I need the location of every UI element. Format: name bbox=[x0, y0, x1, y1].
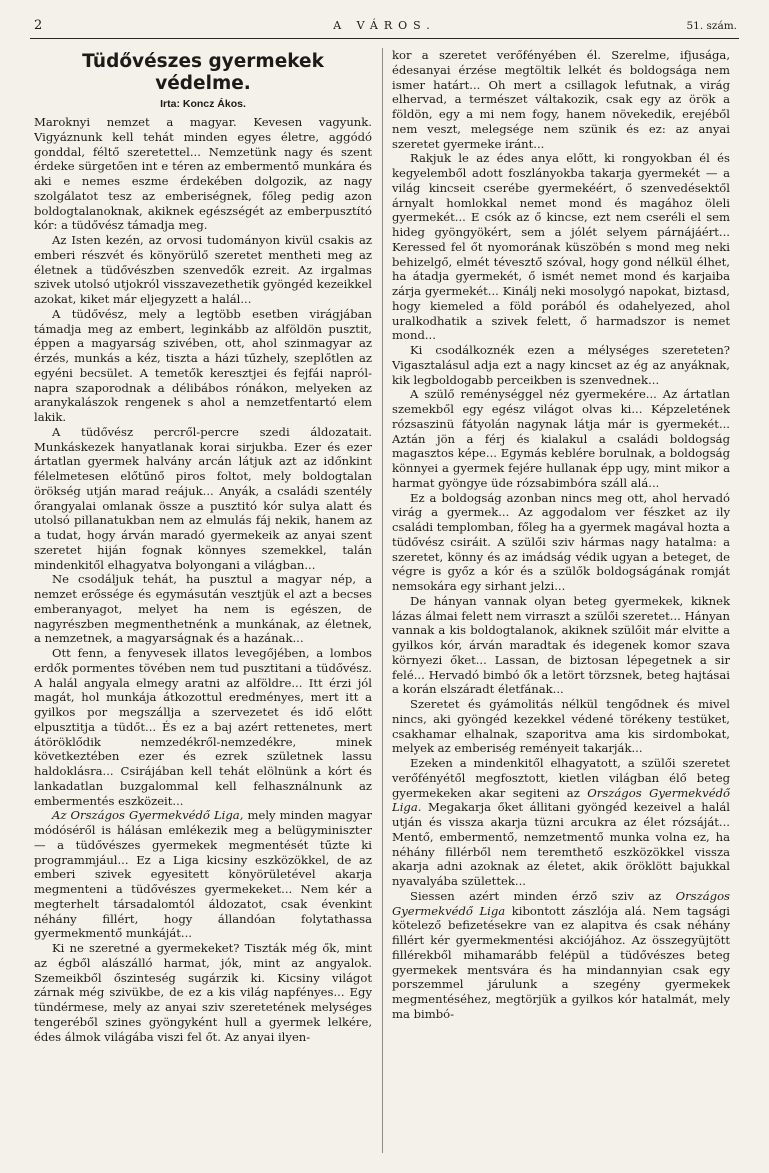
article-byline: Irta: Koncz Ákos. bbox=[160, 98, 246, 110]
right-column bbox=[392, 48, 730, 1158]
paragraph: Szeretet és gyámolitás nélkül tengődnek és mivel nincs, aki gyöngéd kezekkel védené törékeny testüket, csakhamar elhalnak, szaporitva ama kis sirdombokat, melyek az emberiség reményeit takarják... bbox=[392, 697, 730, 756]
italic-emphasis: Országos Gyermekvédő Liga bbox=[392, 888, 730, 918]
journal-name: A VÁROS. bbox=[333, 19, 436, 32]
paragraph: Ki ne szeretné a gyermekeket? Tiszták még ők, mint az égből alászálló harmat, jók, mint az angyalok. Szemeikből őszinteség sugárzik ki. Kicsiny világot zárnak még szivükbe, de ez a kis világ napfényes... Egy tündérmese, mely az anyai sziv szeretetének melységes tengeréből szines gyöngyként hull a gyermek lelkére, édes álmok világába viszi fel őt. Az anyai ilyen- bbox=[34, 941, 372, 1044]
issue-number: 51. szám. bbox=[686, 20, 737, 32]
column-divider bbox=[382, 48, 383, 1153]
italic-emphasis: Országos Gyermekvédő Liga. bbox=[392, 785, 730, 815]
left-column bbox=[34, 48, 372, 1158]
paragraph: A szülő reménységgel néz gyermekére... Az ártatlan szemekből egy egész világot olvas ki... Képzeletének rózsaszinü fátyolán nagynak látja már is gyermekét... Aztán jön a férj és kialakul a családi boldogság magasztos képe... Egymás keblére borulnak, a boldogság könnyei a gyermek fejére hullanak épp ugy, mint mikor a harmat gyöngye üde rózsabimbóra száll alá... bbox=[392, 387, 730, 490]
paragraph: Rakjuk le az édes anya előtt, ki rongyokban él és kegyelemből adott foszlányokba takarja gyermekét — a világ kincseit cserébe gyermekéért, ő szenvedésektől árnyalt homlokkal nemet mond és magához öleli gyermekét... E csók az ő kincse, ezt nem cseréli el sem hideg gyöngyökért, sem a jólét selyem párnájáért... Keressed fel őt nyomorának küszöbén s mond meg neki behizelgő, elmét tévesztő szóval, hogy gond nélkül élhet, ha átadja gyermekét, ő ismét nemet mond és karjaiba zárja gyermekét... Kinálj neki mosolygó napokat, biztasd, hogy kiemeled a föld porából és odahelyezed, ahol uralkodhatik a szivek felett, ő harmadszor is nemet mond... bbox=[392, 151, 730, 343]
paragraph: Ne csodáljuk tehát, ha pusztul a magyar nép, a nemzet erőssége és egymásután vesztjük el azt a becses emberanyagot, melyet ha nem is egészen, de nagyrészben megmenthetnénk a munkának, az életnek, a nemzetnek, a magyarságnak és a hazának... bbox=[34, 572, 372, 646]
paragraph: Az Isten kezén, az orvosi tudományon kivül csakis az emberi részvét és könyörülő szeretet mentheti meg az életnek a tüdővészben szenvedők ezreit. Az irgalmas szivek utolsó utjokról visszavezethetik gyöngéd kezeikkel azokat, kiket már eljegyzett a halál... bbox=[34, 233, 372, 306]
paragraph: A tüdővész percről-percre szedi áldozatait. Munkáskezek hanyatlanak korai sirjukba. Ezer és ezer ártatlan gyermek halvány arcán látjuk azt az időnkint félelmetesen előtűnő piros foltot, mely boldogtalan örökség utján marad reájuk... Anyák, a családi szentély őrangyalai omlanak össze a pusztitó kór sulya alatt és utolsó pillanatukban nem az elmulás fáj nekik, hanem az a tudat, hogy árván maradó gyermekeik az anyai szent szeretet hiján fognak könnyes szemekkel, talán mindenkitől elhagyatva bolyongani a világban... bbox=[34, 424, 372, 572]
paragraph: Ez a boldogság azonban nincs meg ott, ahol hervadó virág a gyermek... Az aggodalom ver fészket az ily családi templomban, főleg ha a gyermek magával hozta a tüdővész csiráit. A szülői sziv hármas nagy hatalma: a szeretet, könny és az imádság védik ugyan a beteget, de végre is győz a kór és a szülők boldogságának romját nemsokára egy sirhant jelzi... bbox=[392, 490, 730, 593]
article-title: Tüdővészes gyermekek védelme. bbox=[82, 51, 324, 94]
page-header bbox=[30, 16, 739, 39]
paragraph: Ezeken a mindenkitől elhagyatott, a szülői szeretet verőfényétől megfosztott, kietlen világban élő beteg gyermekeken akar segiteni az Országos Gyermekvédő Liga. Megakarja őket állitani gyöngéd kezeivel a halál utján és vissza akarja tüzni arcukra az élet rózsáját... Mentő, embermentő, nemzetmentő munka volna ez, ha néhány fillérből nem teremthető eszközökkel vissza akarja adni azoknak az életet, akik öröklött bajukkal nyavalyába születtek... bbox=[392, 756, 730, 888]
paragraph: Ott fenn, a fenyvesek illatos levegőjében, a lombos erdők pormentes tövében nem tud pusztitani a tüdővész. A halál angyala elmegy aratni az alföldre... Itt érzi jól magát, hol munkája átkozottul eredményes, mert itt a gyilkos por megszállja a szervezetet és idő előtt elpusztitja a tüdőt... És ez a baj azért rettenetes, mert átöröklődik nemzedékről-nemzedékre, minek következtében ezer és ezrek születnek lassu haldoklásra... Csirájában kell tehát elölnünk a kórt és lankadatlan buzgalommal kell felhasználnunk az embermentés eszközeit... bbox=[34, 646, 372, 808]
paragraph: Ki csodálkoznék ezen a mélységes szereteten? Vigasztalásul adja ezt a nagy kincset az ég az anyáknak, kik legboldogabb perceikben is szenvednek... bbox=[392, 343, 730, 387]
paragraph: Maroknyi nemzet a magyar. Kevesen vagyunk. Vigyáznunk kell tehát minden egyes életre, aggódó gonddal, féltő szeretettel... Nemzetünk nagy és szent érdeke sürgetően int e téren az embermentő munkára és aki e nemes eszme érdekében dolgozik, az nagy szolgálatot tesz az emberiségnek, főleg pedig azon boldogtalanoknak, akiknek egészségét az emberpusztító kór: a tüdővész támadja meg. bbox=[34, 115, 372, 233]
italic-emphasis: Az Országos Gyermekvédő Liga, bbox=[52, 808, 244, 823]
paragraph: A tüdővész, mely a legtöbb esetben virágjában támadja meg az embert, leginkább az alföldön pusztit, éppen a magyarság szivében, ott, ahol szinmagyar az érzés, munkás a kéz, tiszta a házi tűzhely, szeplőtlen az egyéni becsület. A temetők keresztjei és fejfái napról-napra szaporodnak a délibábos rónákon, melyeken az aranykalászok rengenek s ahol a nemzetfentartó elem lakik. bbox=[34, 306, 372, 424]
page-number: 2 bbox=[34, 18, 43, 33]
paragraph: De hányan vannak olyan beteg gyermekek, kiknek lázas álmai felett nem virraszt a szülői szeretet... Hányan vannak a kis boldogtalanok, akiknek szülőit már elvitte a gyilkos kór, árván maradtak és idegenek komor szava környezi őket... Lassan, de biztosan lépegetnek a sir felé... Hervadó bimbó ők a letört törzsnek, beteg hajtásai a korán elszáradt életfának... bbox=[392, 593, 730, 697]
paragraph: kor a szeretet verőfényében él. Szerelme, ifjusága, édesanyai érzése megtöltik lelkét és boldogsága nem ismer határt... Oh mert a csillagok lefutnak, a virág elhervad, a természet váltakozik, csak egy az örök a földön, egy a mi nem fogy, hanem növekedik, erejéből nem veszt, melegsége nem szünik és ez: az anyai szeretet gyermeke iránt... bbox=[392, 48, 730, 151]
paragraph: Siessen azért minden érző sziv az Országos Gyermekvédő Liga kibontott zászlója alá. Nem tagsági kötelező befizetésekre van ez alapitva és csak néhány fillért kér gyermekmentési akciójához. Az összegyüjtött fillérekből mihamarább felépül a tüdővészes beteg gyermekek mentsvára és ha mindannyian csak egy porszemmel járulunk a szegény gyermekek megmentéséhez, megtörjük a gyilkos kór hatalmát, mely ma bimbó- bbox=[392, 888, 730, 1021]
paragraph: Az Országos Gyermekvédő Liga, mely minden magyar módóséről is hálásan emlékezik meg a belügyminiszter — a tüdővészes gyermekek megmentését tűzte ki programmjául... Ez a Liga kicsiny eszközökkel, de az emberi szivek egyesitett könyörületével akarja megmenteni a tüdővészes gyermekeket... Nem kér a megterhelt társadalomtól áldozatot, csak évenkint néhány fillért, hogy állandóan folytathassa gyermekmentő munkáját... bbox=[34, 808, 372, 941]
